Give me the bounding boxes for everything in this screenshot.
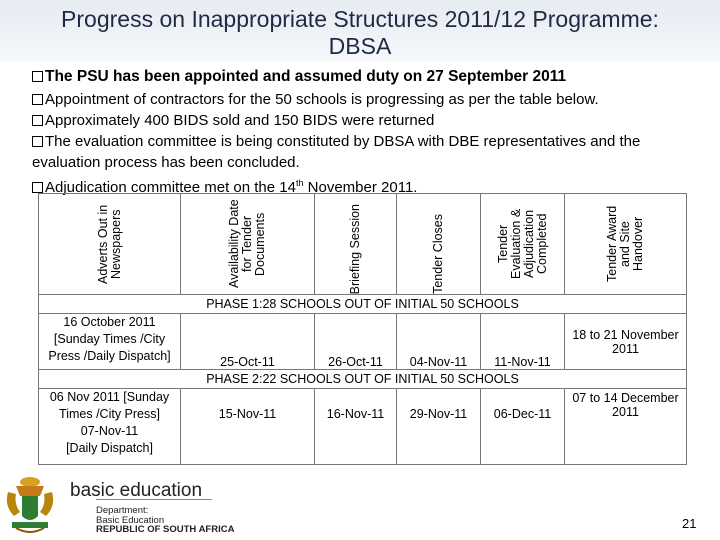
- checkbox-bullet-icon: [32, 94, 43, 105]
- phase-2-adverts-line3: [Daily Dispatch]: [66, 441, 153, 455]
- country-name: REPUBLIC OF SOUTH AFRICA: [96, 524, 235, 535]
- department-block: [96, 506, 234, 535]
- bullet-adjudication-text-end: November 2011.: [303, 179, 418, 196]
- phase-1-closes: 04-Nov-11: [397, 314, 481, 370]
- checkbox-bullet-icon: [32, 115, 43, 126]
- phase-2-label-row: [39, 370, 687, 389]
- ordinal-suffix: th: [295, 178, 304, 188]
- phase-1-availability: 25-Oct-11: [181, 314, 315, 370]
- phase-1-label: PHASE 1:28 SCHOOLS OUT OF INITIAL 50 SCHOOLS: [39, 295, 687, 314]
- coat-of-arms-logo-icon: [2, 472, 58, 536]
- checkbox-bullet-icon: [32, 136, 43, 147]
- bullet-bids-text: Approximately 400 BIDS sold and 150 BIDS were returned: [45, 112, 435, 129]
- col-header-adverts: Adverts Out in Newspapers: [39, 194, 181, 295]
- checkbox-bullet-icon: [32, 182, 43, 193]
- phase-2-row: [39, 389, 687, 465]
- page-number: 21: [682, 516, 697, 531]
- bullet-adjudication-text: Adjudication committee met on the 14: [45, 179, 296, 196]
- org-name: basic education: [70, 480, 203, 501]
- phase-2-evaluation: 06-Dec-11: [481, 389, 565, 465]
- col-header-evaluation: Tender Evaluation & Adjudication Completed: [481, 194, 565, 295]
- phase-2-label: PHASE 2:22 SCHOOLS OUT OF INITIAL 50 SCHOOLS: [39, 370, 687, 389]
- phase-1-label-row: [39, 295, 687, 314]
- title-line-1: Progress on Inappropriate Structures 2011/12 Programme:: [61, 6, 659, 32]
- phase-2-closes: 29-Nov-11: [397, 389, 481, 465]
- bullet-appointment: [32, 89, 692, 110]
- phase-2-briefing: 16-Nov-11: [315, 389, 397, 465]
- bullet-list: [32, 66, 692, 198]
- bullet-bids: [32, 110, 692, 131]
- progress-table: [38, 193, 687, 465]
- col-header-closes: Tender Closes: [397, 194, 481, 295]
- phase-2-adverts-line1: 06 Nov 2011 [Sunday Times /City Press]: [49, 390, 170, 421]
- bullet-appointment-text: Appointment of contractors for the 50 schools is progressing as per the table below.: [45, 91, 599, 108]
- phase-1-row: [39, 314, 687, 370]
- phase-2-adverts: [39, 389, 181, 465]
- bullet-evaluation: [32, 131, 692, 173]
- phase-1-award: 18 to 21 November 2011: [565, 314, 687, 370]
- slide-title: [20, 6, 700, 60]
- col-header-availability: Availability Date for Tender Documents: [181, 194, 315, 295]
- phase-1-evaluation: 11-Nov-11: [481, 314, 565, 370]
- col-header-briefing: Briefing Session: [315, 194, 397, 295]
- bullet-evaluation-text: The evaluation committee is being constituted by DBSA with DBE representatives and the evaluation process has been concluded.: [32, 133, 641, 171]
- phase-2-award: 07 to 14 December 2011: [565, 389, 687, 465]
- col-header-award: Tender Award and Site Handover: [565, 194, 687, 295]
- phase-2-availability: 15-Nov-11: [181, 389, 315, 465]
- dept-name: Basic Education: [96, 514, 165, 526]
- bullet-psu: [32, 66, 692, 87]
- phase-1-briefing: 26-Oct-11: [315, 314, 397, 370]
- phase-2-adverts-line2: 07-Nov-11: [80, 424, 139, 438]
- bullet-psu-text: The PSU has been appointed and assumed duty on 27 September 2011: [45, 68, 567, 85]
- checkbox-bullet-icon: [32, 71, 43, 82]
- title-line-2: DBSA: [328, 33, 392, 59]
- table-header-row: [39, 194, 687, 295]
- dept-label: Department:: [96, 505, 149, 516]
- phase-1-adverts: 16 October 2011 [Sunday Times /City Press /Daily Dispatch]: [39, 314, 181, 370]
